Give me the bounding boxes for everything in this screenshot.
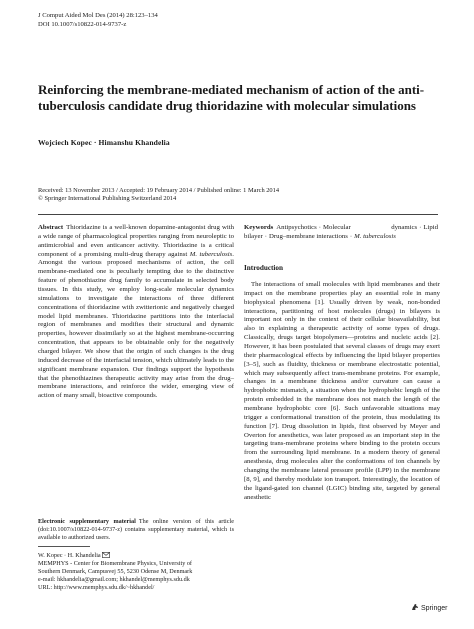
article-title: Reinforcing the membrane-mediated mechanism of action of the anti-tuberculosis candidate drug thioridazine with molecular simulations xyxy=(38,82,425,113)
springer-horse-icon xyxy=(411,603,419,613)
affiliation-block xyxy=(38,552,234,592)
journal-doi: DOI 10.1007/s10822-014-9737-z xyxy=(38,20,127,28)
keywords-heading: Keywords xyxy=(244,224,274,231)
supplementary-note xyxy=(38,518,234,542)
keyword-item: Molecular dynamics xyxy=(323,224,418,231)
envelope-icon xyxy=(102,552,110,559)
keyword-item: Drug–membrane interactions xyxy=(269,232,348,240)
keyword-item: M. tuberculosis xyxy=(354,232,396,240)
keywords: Keywords Antipsychotics · Molecular dynamics · Lipid bilayer · Drug–membrane interactions · M. tuberculosis xyxy=(244,224,438,240)
publisher-name: Springer xyxy=(421,604,448,612)
received-accepted-line: Received: 13 November 2013 / Accepted: 19 February 2014 / Published online: 1 March 2014 xyxy=(38,187,280,194)
journal-citation: J Comput Aided Mol Des (2014) 28:123–134 xyxy=(38,12,158,19)
publication-dates xyxy=(38,187,448,204)
author-list: Wojciech Kopec · Himanshu Khandelia xyxy=(38,138,170,147)
footnote-divider xyxy=(38,546,90,547)
esm-text: The online version of this article (doi:10.1007/s10822-014-9737-z) contains supplementary material, which is available to authorized users. xyxy=(38,518,234,542)
esm-heading: Electronic supplementary material xyxy=(38,518,136,525)
affiliation-line: MEMPHYS - Center for Biomembrane Physics, University of xyxy=(38,560,192,568)
copyright-line: © Springer International Publishing Switzerland 2014 xyxy=(38,195,177,203)
publisher-logo xyxy=(411,603,447,613)
keyword-item: Lipid bilayer xyxy=(244,224,438,240)
abstract xyxy=(38,224,234,401)
abstract-heading: Abstract xyxy=(38,224,64,231)
affiliation-line: Southern Denmark, Campusvej 55, 5230 Odense M, Denmark xyxy=(38,568,193,576)
abstract-text-part2: . Amongst the various proposed mechanisms of action, the cell membrane-mediated one is peculiarly tempting due to the distinctive feature of phenothiazine drug family to accumulate in selected body tissues. In this study, we employ long-scale molecular dynamics simulations to investigate the interactions of three different concentrations of thioridazine with zwitterionic and negatively charged model lipid membranes. Thioridazine partitions into the interfacial region of membranes and modifies their structural and dynamic properties, however dissimilarly so at the highest membrane-occurring concentration, that appears to be obtainable only for the negatively charged bilayer. We show that the origin of such changes is the drug induced decrease of the interfacial tension, which ultimately leads to the significant membrane expansion. Our findings support the hypothesis that the phenothiazines therapeutic activity may arise from the drug–membrane interactions, and reinforce the wider, emerging view of action of many small, bioactive compounds. xyxy=(38,250,234,400)
affiliation-authors: W. Kopec · H. Khandelia xyxy=(38,552,101,559)
header-divider xyxy=(38,214,438,215)
abstract-organism: M. tuberculosis xyxy=(189,250,233,258)
introduction-heading: Introduction xyxy=(244,264,284,272)
url-line[interactable]: URL: http://www.memphys.sdu.dk/~hkhandel/ xyxy=(38,584,155,592)
journal-header xyxy=(38,12,238,29)
abstract-text-part1: Thioridazine is a well-known dopamine-antagonist drug with a wide range of pharmacological properties ranging from neuroleptic to antimicrobial and even anticancer activity. Thioridazine is a critical component of a promising multi-drug therapy against xyxy=(38,224,234,258)
introduction-text: The interactions of small molecules with lipid membranes and their impact on the membrane properties play an essential role in many biophysical phenomena [1]. Usually driven by weak, non-bonded interactions, partitioning of host molecules (drugs) in bilayers is important not only in the context of their cellular bioavailability, but also in explaining a therapeutic activity of some types of drugs. Classically, drugs target biopolymers—proteins and nucleic acids [2]. However, it has been postulated that several classes of drugs may exert their pharmacological effects by influencing the lipid bilayer properties [3–5], such as fluidity, thickness or membrane electrostatic potential, which may subsequently affect trans-membrane proteins. For example, changes in a membrane thickness and/or curvature can cause a hydrophobic mismatch, a situation when the hydrophobic length of the protein embedded in the membrane does not match the length of the membrane hydrophobic core [6]. Such unfavorable situations may trigger a conformational transition of the protein, thus modulating its function [7]. Drug dissolution in lipids, first observed by Meyer and Overton for anesthetics, was later proposed as an important step in the targeting trans-membrane proteins where binding to the protein occurs from the surrounding lipid membrane. In a modern theory of general anesthesia, drug molecules alter the conformations of ion channels by changing the membrane lateral pressure profile (LPP) in the membrane [8, 9], and thereby modulate ion transport. Interestingly, the location of the ligand-gated ion channel (LGIC) binding site, targeted by general anesthetic xyxy=(244,281,440,501)
affiliation-authors-line xyxy=(38,552,234,560)
keyword-item: Antipsychotics xyxy=(276,224,317,231)
email-line[interactable]: e-mail: hkhandelia@gmail.com; hkhandel@memphys.sdu.dk xyxy=(38,576,190,584)
